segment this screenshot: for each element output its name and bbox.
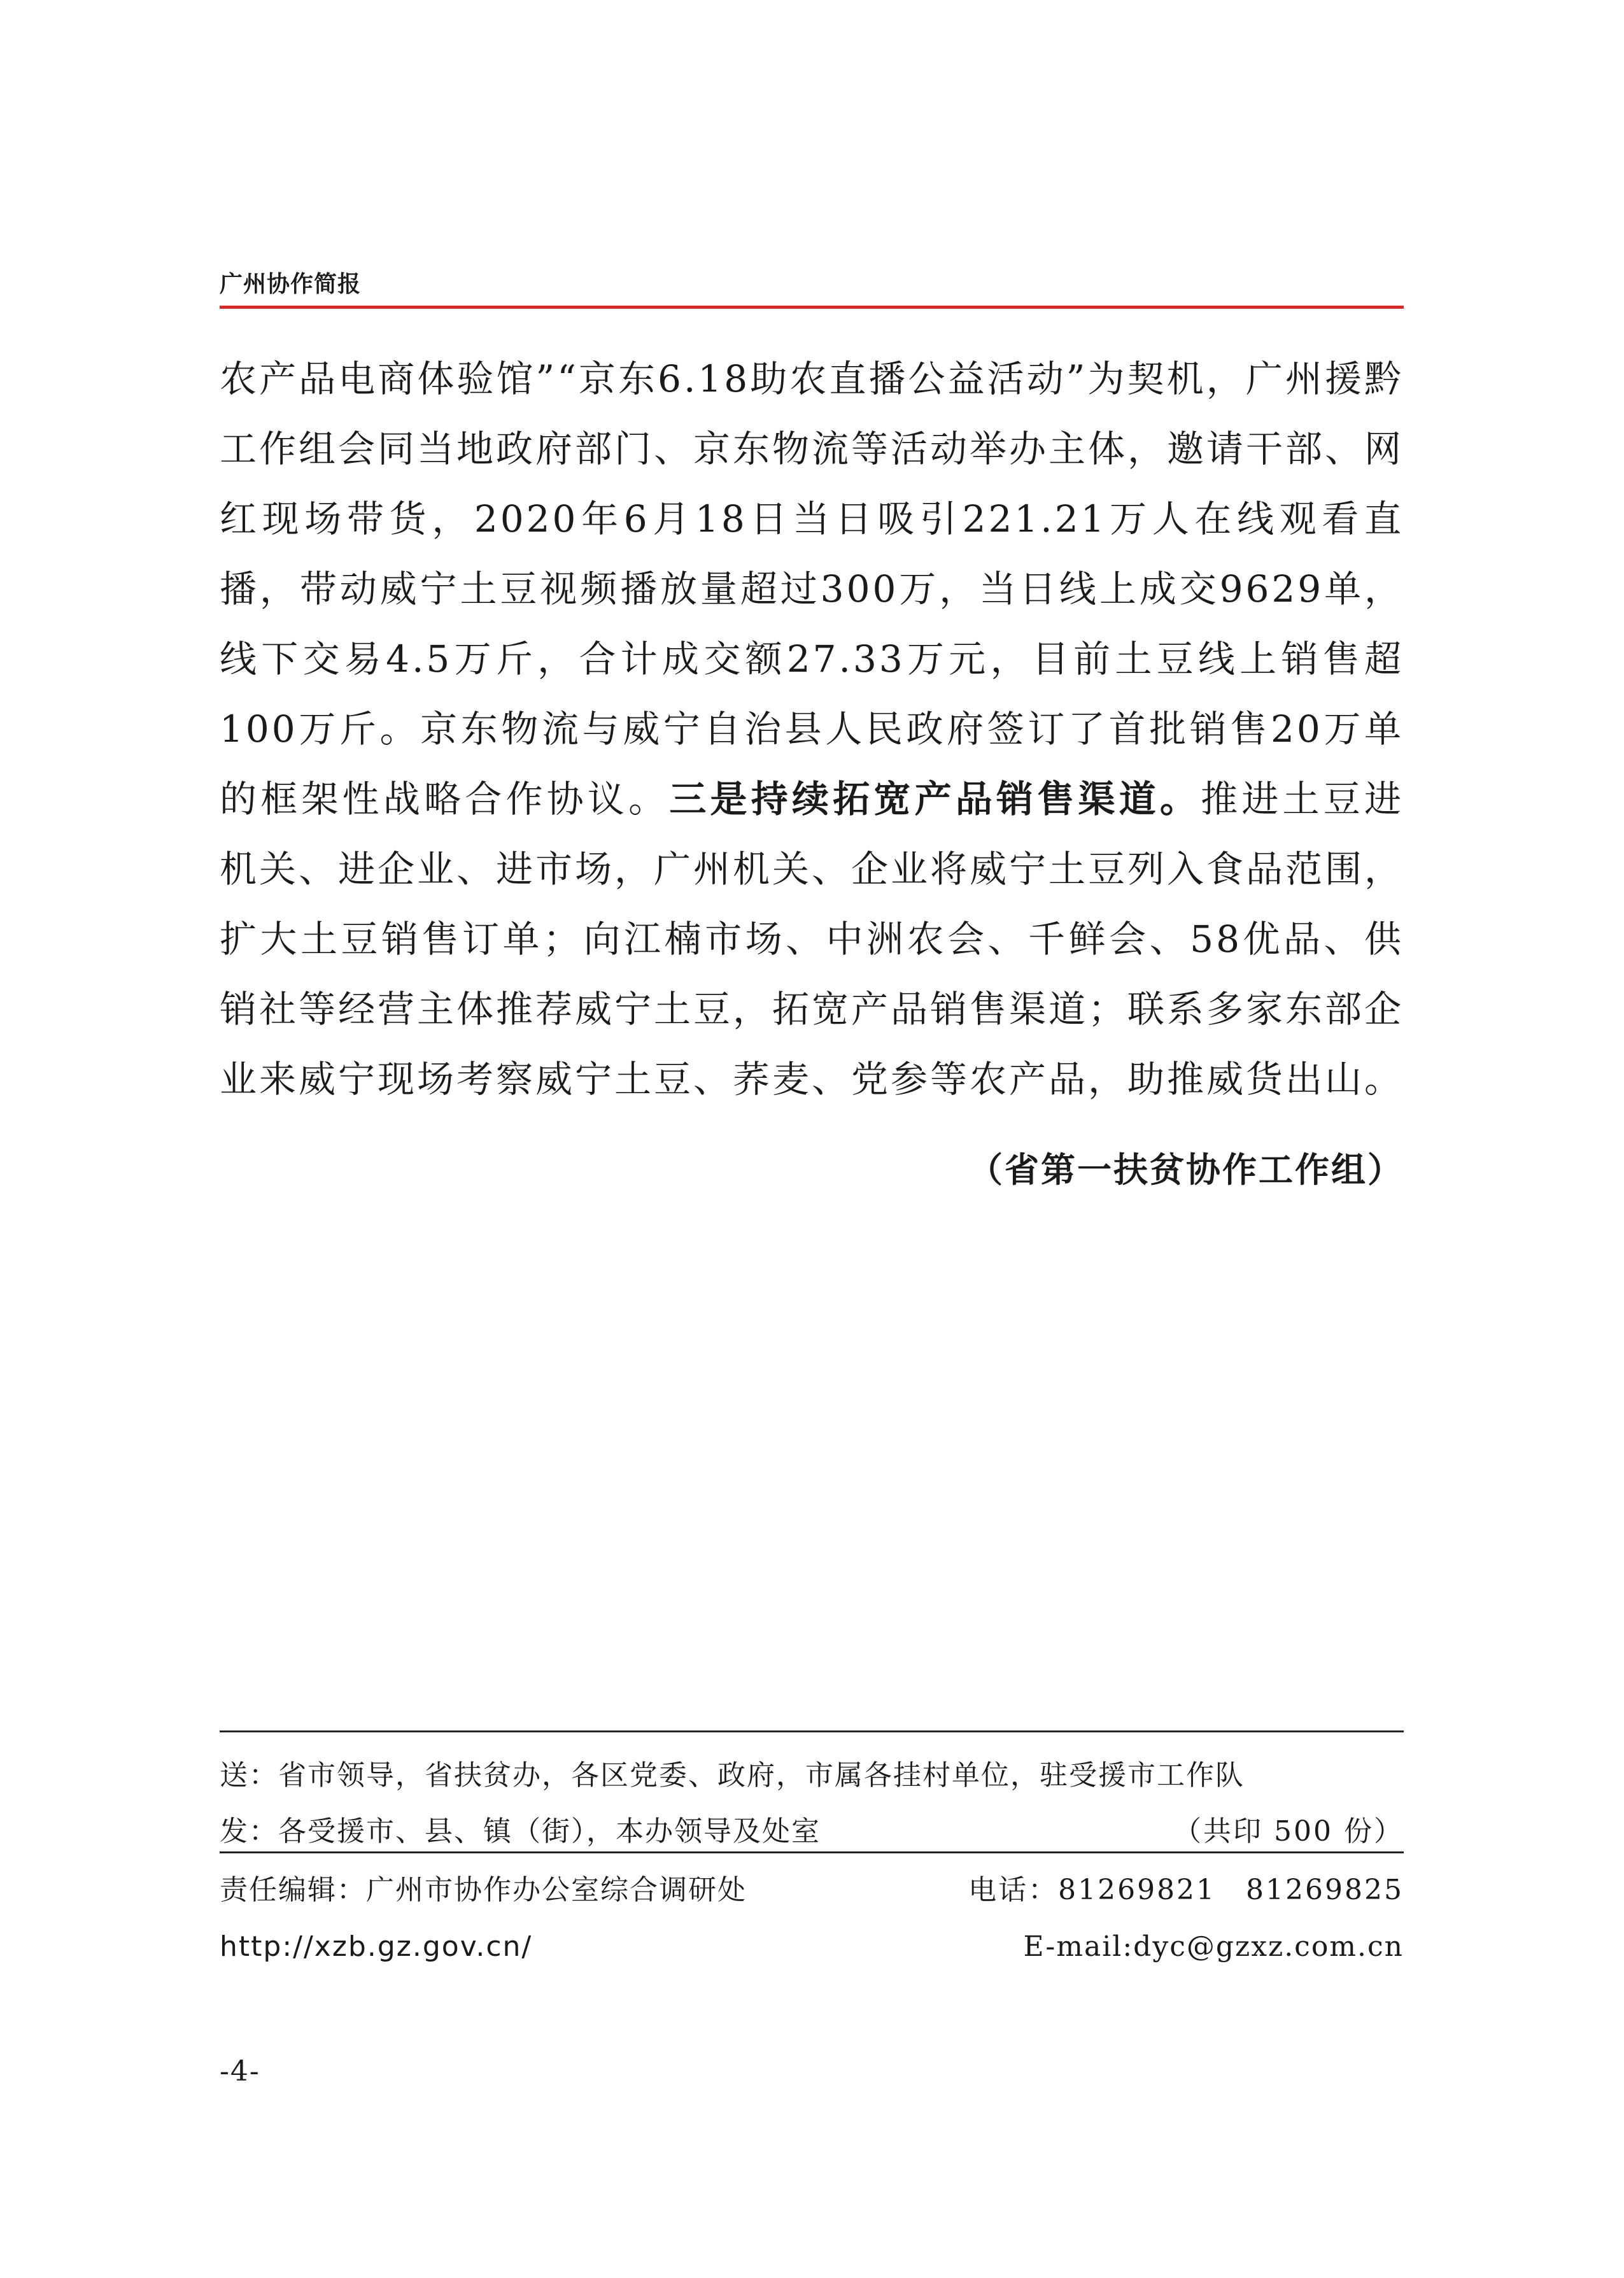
footer-editor-line: [220, 1867, 1404, 1907]
footer-top-rule: [220, 1730, 1404, 1732]
body-paragraph-part1: 农产品电商体验馆”“京东6.18助农直播公益活动”为契机，广州援黔工作组会同当地政府部门、京东物流等活动举办主体，邀请干部、网红现场带货，2020年6月18日当日吸引221.21万人在线观看直播，带动威宁土豆视频播放量超过300万，当日线上成交9629单，线下交易4.5万斤，合计成交额27.33万元，目前土豆线上销售超100万斤。京东物流与威宁自治县人民政府签订了首批销售20万单的框架性战略合作协议。: [220, 357, 1404, 821]
distribute-recipients: 发：各受援市、县、镇（街），本办领导及处室: [220, 1815, 821, 1848]
article-body: [220, 344, 1404, 1114]
body-paragraph-part2: 推进土豆进机关、进企业、进市场，广州机关、企业将威宁土豆列入食品范围，扩大土豆销售订单；向江楠市场、中洲农会、千鲜会、58优品、供销社等经营主体推荐威宁土豆，拓宽产品销售渠道；联系多家东部企业来威宁现场考察威宁土豆、荞麦、党参等农产品，助推威货出山。: [220, 777, 1404, 1101]
body-bold-heading: 三是持续拓宽产品销售渠道。: [669, 777, 1201, 821]
responsible-editor: 责任编辑：广州市协作办公室综合调研处: [220, 1874, 747, 1906]
bulletin-title: 广州协作简报: [220, 271, 362, 297]
send-recipients: 送：省市领导，省扶贫办，各区党委、政府，市属各挂村单位，驻受援市工作队: [220, 1759, 1245, 1792]
website-link[interactable]: http://xzb.gz.gov.cn/: [220, 1930, 533, 1963]
author-signature: （省第一扶贫协作工作组）: [968, 1150, 1404, 1190]
footer-middle-rule: [220, 1851, 1404, 1853]
header-divider: [220, 306, 1404, 309]
print-copies: （共印 500 份）: [1173, 1815, 1404, 1848]
footer-web-line: [220, 1930, 1404, 1963]
footer-send-line: [220, 1752, 1404, 1793]
footer-distribute-line: [220, 1808, 1404, 1849]
page-number: -4-: [220, 2055, 260, 2088]
contact-phone: 电话：81269821 81269825: [968, 1874, 1404, 1906]
contact-email[interactable]: E-mail:dyc@gzxz.com.cn: [1023, 1930, 1404, 1963]
